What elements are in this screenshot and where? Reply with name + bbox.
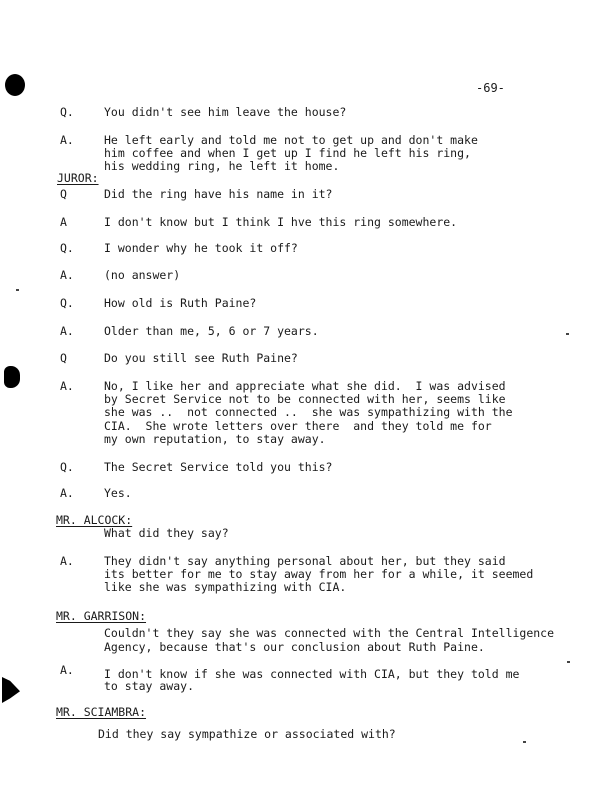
entry-line: like she was sympathizing with CIA. [104, 580, 347, 594]
entry-label: A [60, 215, 67, 229]
scan-speck [567, 661, 570, 663]
entry-line: CIA. She wrote letters over there and they told me for [104, 419, 492, 433]
punch-hole-top [5, 74, 25, 96]
punch-hole-bottom [2, 677, 20, 703]
entry-line: Couldn't they say she was connected with the Central Intelligence [104, 626, 555, 640]
entry-label: A. [60, 486, 74, 500]
speaker-label: JUROR: [57, 171, 99, 185]
entry-line: I don't know if she was connected with CIA, but they told me [104, 667, 520, 681]
entry-line: I wonder why he took it off? [104, 241, 298, 255]
entry-line: she was .. not connected .. she was sympathizing with the [104, 405, 513, 419]
entry-line: I don't know but I think I hve this ring somewhere. [104, 215, 458, 229]
scan-speck [523, 741, 526, 743]
entry-line: You didn't see him leave the house? [104, 105, 347, 119]
entry-label: A. [60, 379, 74, 393]
entry-line: my own reputation, to stay away. [104, 432, 326, 446]
entry-label: A. [60, 133, 74, 147]
entry-label: Q. [60, 241, 74, 255]
entry-line: The Secret Service told you this? [104, 460, 333, 474]
entry-line: Older than me, 5, 6 or 7 years. [104, 324, 319, 338]
entry-line: Do you still see Ruth Paine? [104, 351, 298, 365]
scan-speck [16, 289, 19, 291]
speaker-label: MR. ALCOCK: [56, 513, 133, 527]
entry-label: Q [60, 187, 67, 201]
scan-speck [566, 333, 569, 335]
entry-line: Yes. [104, 486, 132, 500]
entry-line: by Secret Service not to be connected with her, seems like [104, 392, 506, 406]
entry-line: How old is Ruth Paine? [104, 296, 257, 310]
entry-label: A. [60, 324, 74, 338]
speaker-label: MR. GARRISON: [56, 609, 147, 623]
entry-label: Q. [60, 296, 74, 310]
entry-label: Q. [60, 105, 74, 119]
entry-line: What did they say? [104, 526, 229, 540]
entry-line: They didn't say anything personal about her, but they said [104, 554, 506, 568]
speaker-label: MR. SCIAMBRA: [56, 705, 147, 719]
entry-label: A. [60, 554, 74, 568]
entry-line: its better for me to stay away from her for a while, it seemed [104, 567, 534, 581]
entry-line: him coffee and when I get up I find he left his ring, [104, 146, 471, 160]
entry-label: A. [60, 663, 74, 677]
punch-hole-middle [4, 366, 20, 388]
entry-label: Q. [60, 460, 74, 474]
entry-line: (no answer) [104, 268, 181, 282]
entry-label: A. [60, 268, 74, 282]
entry-label: Q [60, 351, 67, 365]
entry-line: to stay away. [104, 679, 195, 693]
entry-line: Did the ring have his name in it? [104, 187, 333, 201]
entry-line: Agency, because that's our conclusion about Ruth Paine. [104, 640, 485, 654]
entry-line: No, I like her and appreciate what she did. I was advised [104, 379, 506, 393]
entry-line: his wedding ring, he left it home. [104, 159, 340, 173]
entry-line: Did they say sympathize or associated with? [98, 727, 396, 741]
entry-line: He left early and told me not to get up and don't make [104, 133, 478, 147]
page-number: -69- [476, 81, 505, 95]
